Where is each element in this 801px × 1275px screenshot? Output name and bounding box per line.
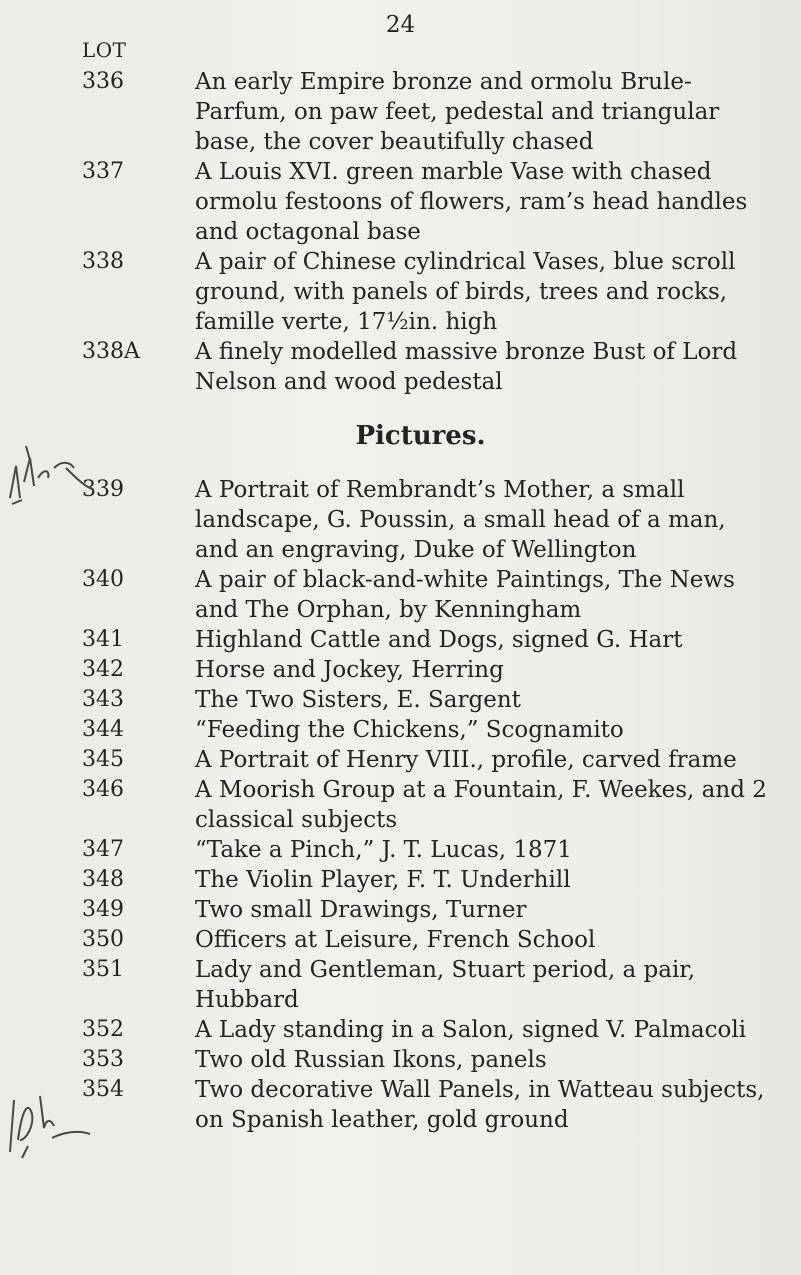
lot-entry <box>0 925 801 955</box>
lot-entry <box>0 1045 801 1075</box>
lot-number: 339 <box>82 477 124 502</box>
lot-entry <box>0 715 801 745</box>
lot-entry <box>0 247 801 337</box>
lot-number: 352 <box>82 1017 124 1042</box>
lot-description: The Two Sisters, E. Sargent <box>195 687 521 713</box>
lot-number: 341 <box>82 627 124 652</box>
lot-number: 354 <box>82 1077 124 1102</box>
lot-description: The Violin Player, F. T. Underhill <box>195 867 571 893</box>
lot-description: A Lady standing in a Salon, signed V. Palmacoli <box>195 1017 747 1043</box>
lot-description: An early Empire bronze and ormolu Brule-Parfum, on paw feet, pedestal and triangular base, the cover beautifully chased <box>195 69 720 155</box>
lot-description: A Portrait of Henry VIII., profile, carved frame <box>195 747 737 773</box>
lot-description: “Take a Pinch,” J. T. Lucas, 1871 <box>195 837 572 863</box>
lot-number: 343 <box>82 687 124 712</box>
lot-number: 340 <box>82 567 124 592</box>
page-number: 24 <box>385 12 416 38</box>
lot-number: 348 <box>82 867 124 892</box>
lot-description: Two decorative Wall Panels, in Watteau subjects, on Spanish leather, gold ground <box>195 1077 765 1133</box>
lot-number: 353 <box>82 1047 124 1072</box>
lot-column-heading: LOT <box>82 38 127 62</box>
lot-entry <box>0 67 801 157</box>
lot-entry <box>0 895 801 925</box>
handwritten-annotation-bottom <box>4 1070 99 1165</box>
lot-entry <box>0 775 801 835</box>
lot-entry <box>0 565 801 625</box>
catalogue-lots <box>0 67 801 1135</box>
lot-description: Two old Russian Ikons, panels <box>195 1047 547 1073</box>
lot-number: 350 <box>82 927 124 952</box>
lot-description: A Moorish Group at a Fountain, F. Weekes, and 2 classical subjects <box>195 777 767 833</box>
lot-entry <box>0 157 801 247</box>
lot-entry <box>0 1015 801 1045</box>
lot-description: A Portrait of Rembrandt’s Mother, a small landscape, G. Poussin, a small head of a man, and an engraving, Duke of Wellington <box>195 477 726 563</box>
lot-description: A pair of black-and-white Paintings, The News and The Orphan, by Kenningham <box>195 567 735 623</box>
lot-description: Two small Drawings, Turner <box>195 897 527 923</box>
lot-description: Officers at Leisure, French School <box>195 927 596 953</box>
handwritten-annotation-top <box>4 438 99 508</box>
lot-entry <box>0 625 801 655</box>
lot-number: 351 <box>82 957 124 982</box>
lot-description: A Louis XVI. green marble Vase with chased ormolu festoons of flowers, ram’s head handles and octagonal base <box>195 159 748 245</box>
lot-number: 336 <box>82 69 124 94</box>
lot-number: 338A <box>82 339 140 364</box>
lot-entry <box>0 337 801 397</box>
lot-number: 345 <box>82 747 124 772</box>
lot-number: 342 <box>82 657 124 682</box>
lot-entry <box>0 655 801 685</box>
lot-entry <box>0 685 801 715</box>
lot-description: A pair of Chinese cylindrical Vases, blue scroll ground, with panels of birds, trees and rocks, famille verte, 17½in. high <box>195 249 736 335</box>
lot-number: 347 <box>82 837 124 862</box>
lot-description: Horse and Jockey, Herring <box>195 657 504 683</box>
lot-entry <box>0 865 801 895</box>
lot-entry <box>0 955 801 1015</box>
lot-description: A finely modelled massive bronze Bust of Lord Nelson and wood pedestal <box>195 339 738 395</box>
lot-description: “Feeding the Chickens,” Scognamito <box>195 717 624 743</box>
lot-number: 337 <box>82 159 124 184</box>
lot-number: 349 <box>82 897 124 922</box>
lot-number: 338 <box>82 249 124 274</box>
lot-entry <box>0 1075 801 1135</box>
lot-entry <box>0 835 801 865</box>
lot-number: 346 <box>82 777 124 802</box>
lot-description: Highland Cattle and Dogs, signed G. Hart <box>195 627 683 653</box>
lot-entry <box>0 475 801 565</box>
lot-number: 344 <box>82 717 124 742</box>
section-title: Pictures. <box>355 421 486 451</box>
lot-entry <box>0 745 801 775</box>
lot-description: Lady and Gentleman, Stuart period, a pair, Hubbard <box>195 957 696 1013</box>
